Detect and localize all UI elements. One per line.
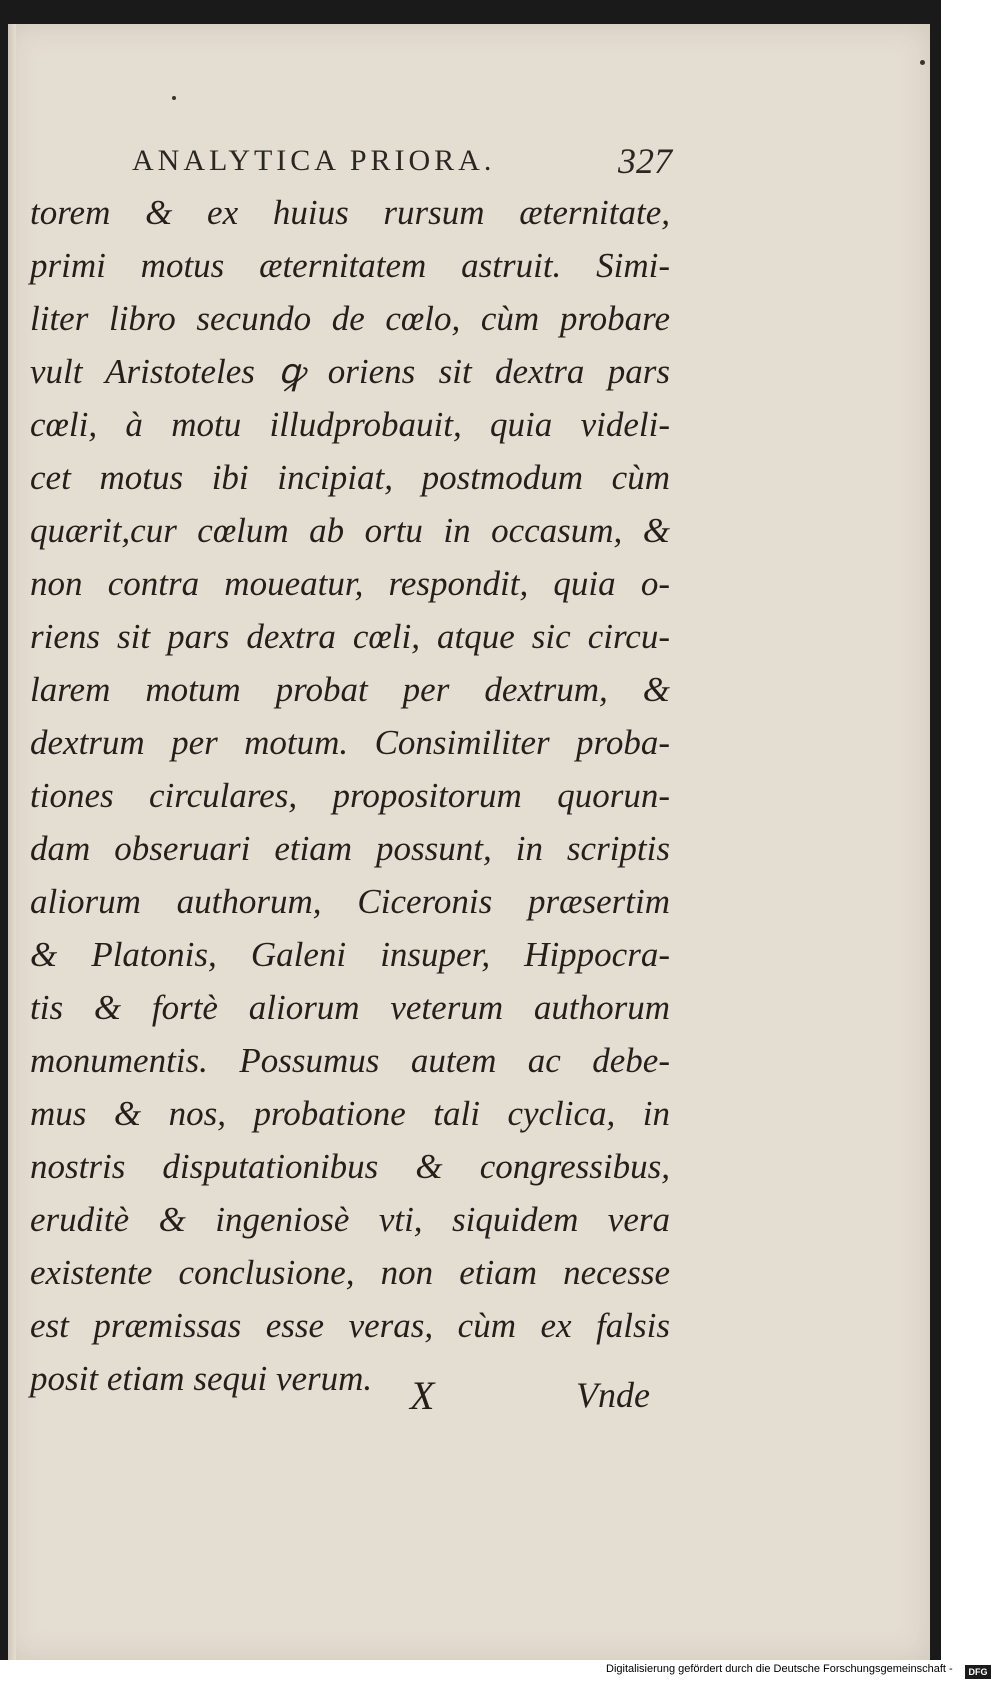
ink-speck — [172, 96, 176, 100]
text-line: torem & ex huius rursum æternitate, — [30, 193, 670, 232]
text-line: nostris disputationibus & congressibus, — [30, 1147, 670, 1186]
text-line: posit etiam sequi verum. — [30, 1359, 373, 1398]
text-line: vult Aristoteles ꝙ oriens sit dextra pars — [30, 352, 670, 391]
text-line: quærit,cur cœlum ab ortu in occasum, & — [30, 511, 670, 550]
page-number: 327 — [618, 141, 672, 181]
catchword-line — [410, 1372, 650, 1422]
text-line: non contra moueatur, respondit, quia o- — [30, 564, 670, 603]
text-line: cet motus ibi incipiat, postmodum cùm — [30, 458, 670, 497]
text-line: eruditè & ingeniosè vti, siquidem vera — [30, 1200, 670, 1239]
running-head — [132, 140, 672, 180]
text-line: cœli, à motu illudprobauit, quia videli- — [30, 405, 670, 444]
signature-mark: X — [410, 1373, 435, 1418]
text-line: riens sit pars dextra cœli, atque sic circu- — [30, 617, 670, 656]
ink-speck — [920, 60, 925, 65]
text-line: tiones circulares, propositorum quorun- — [30, 776, 670, 815]
text-line: tis & fortè aliorum veterum authorum — [30, 988, 670, 1027]
body-text — [30, 186, 670, 1405]
catchword: Vnde — [576, 1375, 650, 1415]
running-title: ANALYTICA PRIORA. — [132, 144, 496, 177]
text-line: monumentis. Possumus autem ac debe- — [30, 1041, 670, 1080]
text-line: larem motum probat per dextrum, & — [30, 670, 670, 709]
text-line: existente conclusione, non etiam necesse — [30, 1253, 670, 1292]
text-line: & Platonis, Galeni insuper, Hippocra- — [30, 935, 670, 974]
text-line: mus & nos, probatione tali cyclica, in — [30, 1094, 670, 1133]
text-line: dextrum per motum. Consimiliter proba- — [30, 723, 670, 762]
text-line: primi motus æternitatem astruit. Simi- — [30, 246, 670, 285]
text-line: dam obseruari etiam possunt, in scriptis — [30, 829, 670, 868]
text-line: est præmissas esse veras, cùm ex falsis — [30, 1306, 670, 1345]
digitization-credit: Digitalisierung gefördert durch die Deutsche Forschungsgemeinschaft - — [606, 1663, 953, 1675]
dfg-logo: DFG — [965, 1665, 991, 1679]
page-gutter-edge — [8, 24, 16, 1660]
text-line: aliorum authorum, Ciceronis præsertim — [30, 882, 670, 921]
text-line: liter libro secundo de cœlo, cùm probare — [30, 299, 670, 338]
